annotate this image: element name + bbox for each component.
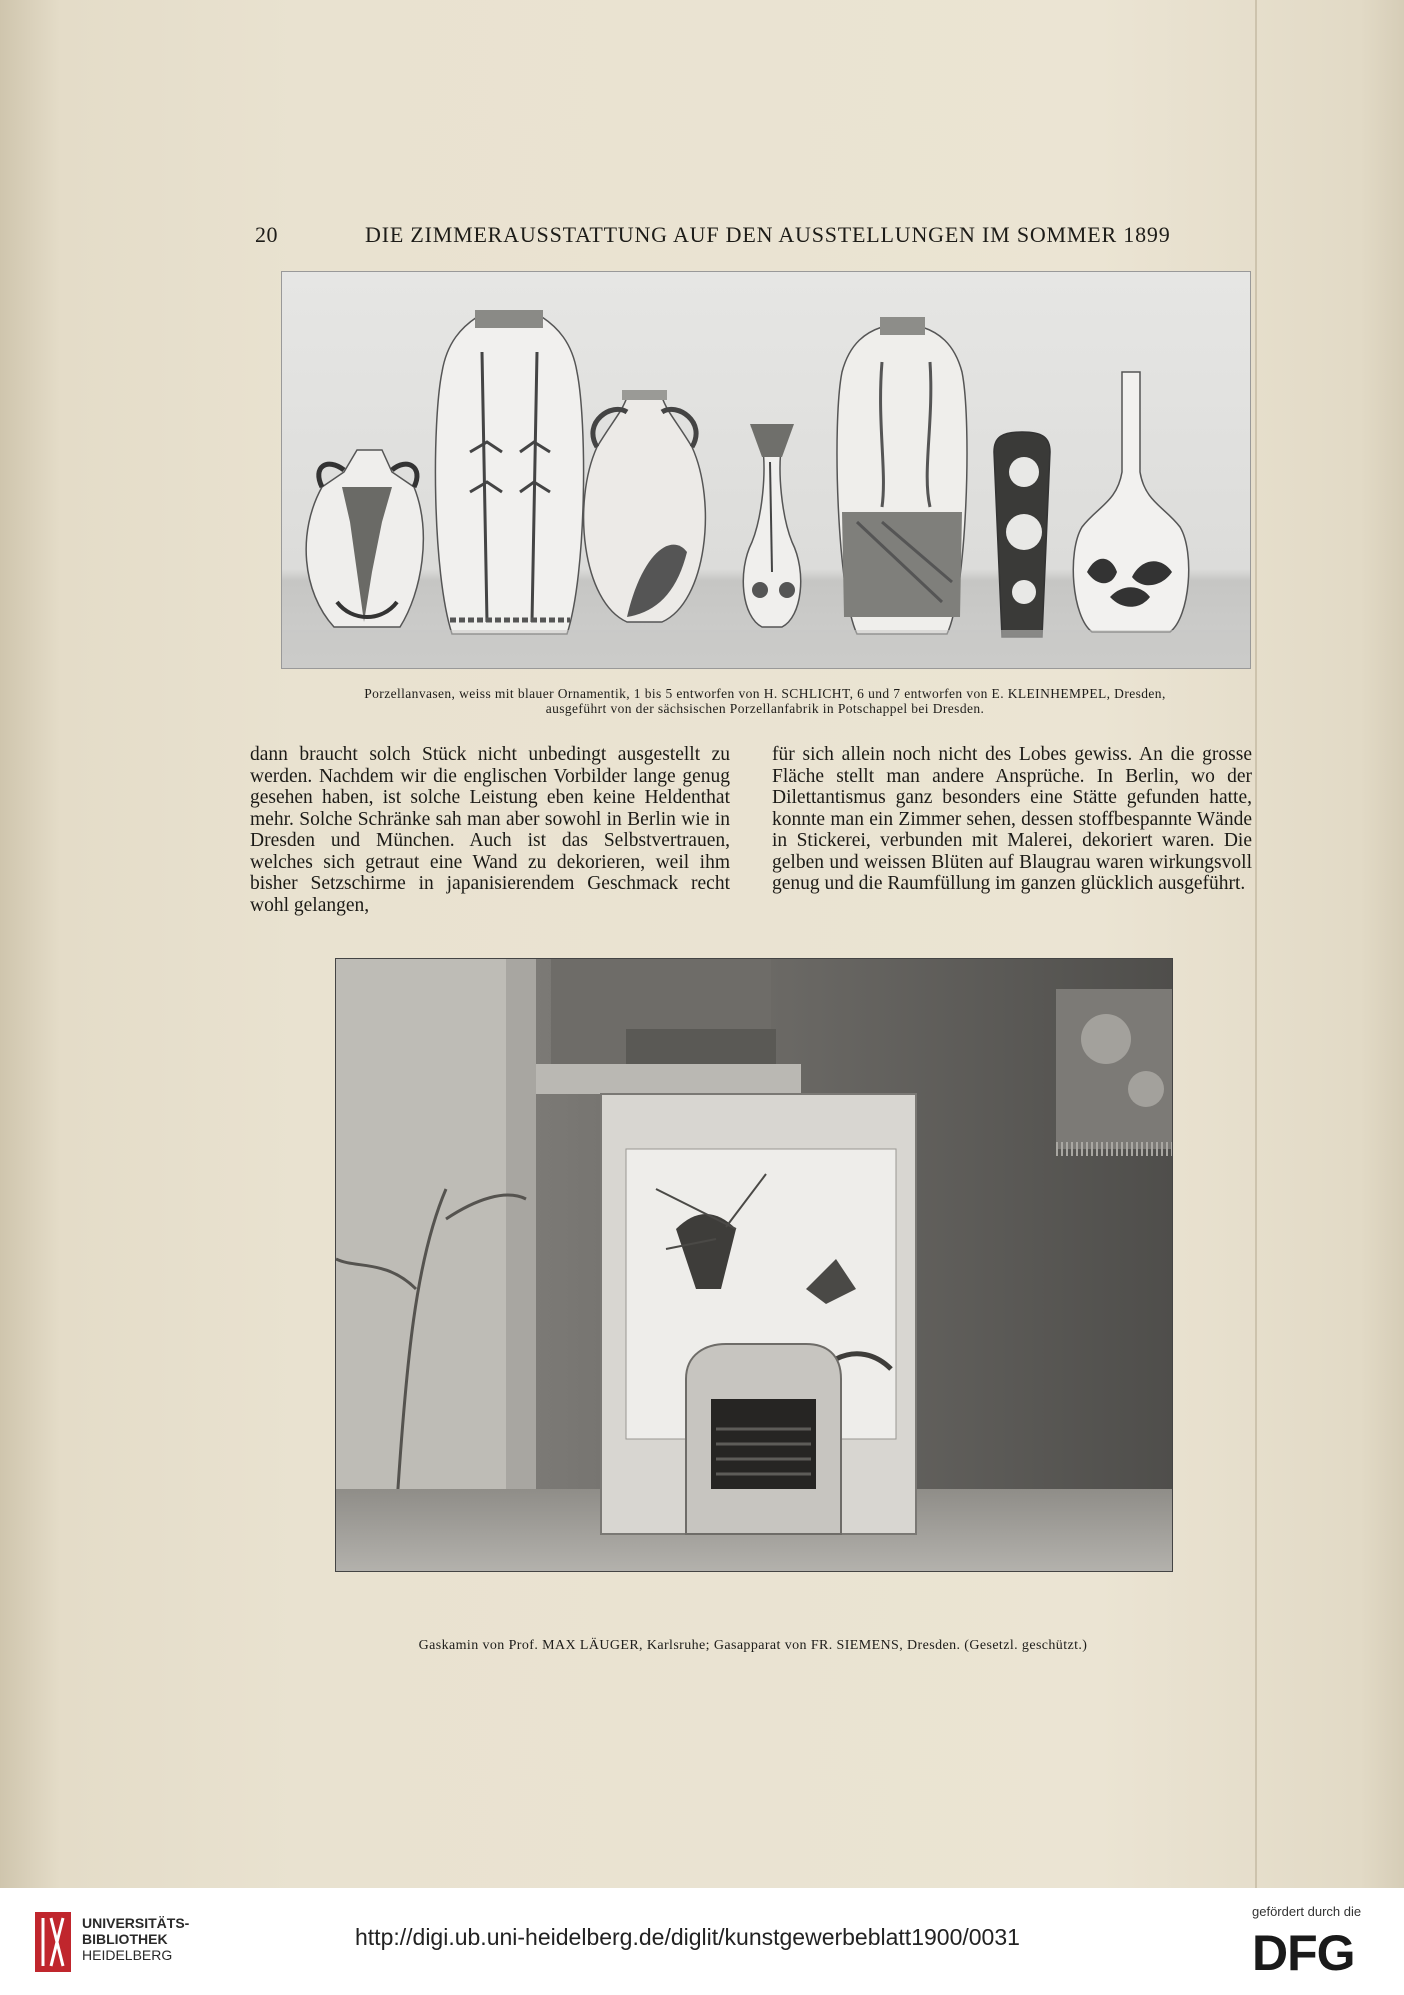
page-header [255,222,1175,252]
fireplace-image [336,959,1172,1571]
funding-label: gefördert durch die [1252,1904,1362,1919]
university-library-name [82,1915,189,1963]
library-name-line-1: UNIVERSITÄTS- [82,1915,190,1931]
page-edge [1255,0,1257,1888]
right-column-paragraph: für sich allein noch nicht des Lobes gewiss. An die grosse Fläche stellt man andere Ansprüche. In Berlin, wo der Dilettantismus ganz besonders eine Stätte gefunden hatte, konnte man ein Zimmer sehen, dessen stoffbespannte Wände in Stickerei, verbunden mit Malerei, dekoriert waren. Die gelben und weissen Blüten auf Blaugrau waren wirkungsvoll genug und die Raumfüllung im ganzen glücklich ausgeführt. [772,744,1252,894]
text-column-right [772,744,1252,895]
page-number: 20 [255,222,278,247]
library-name-line-2: BIBLIOTHEK [82,1931,168,1947]
dfg-logo: DFG [1252,1925,1355,1981]
fireplace-caption-text: Gaskamin von Prof. MAX LÄUGER, Karlsruhe; Gasapparat von FR. SIEMENS, Dresden. (Gesetzl. geschützt.) [418,1638,1088,1653]
left-column-paragraph: dann braucht solch Stück nicht unbedingt ausgestellt zu werden. Nachdem wir die englischen Vorbilder lange genug gesehen haben, ist solche Leistung eben keine Heldenthat mehr. Solche Schränke sah man aber sowohl in Berlin wie in Dresden und München. Auch ist das Selbstvertrauen, welches sich getraut eine Wand zu dekorieren, weil ihm bisher Setzschirme in japanisierendem Geschmack recht wohl gelangen, [250,744,730,916]
vases-caption-line-2: ausgeführt von der sächsischen Porzellanfabrik in Potschappel bei Dresden. [545,701,985,716]
vase-6 [994,432,1050,637]
university-library-logo-icon [33,1910,73,1974]
vases-photograph [281,271,1251,669]
running-title: DIE ZIMMERAUSSTATTUNG AUF DEN AUSSTELLUNGEN IM SOMMER 1899 [365,222,1171,247]
fireplace-caption [300,1638,1206,1653]
vases-caption-line-1: Porzellanvasen, weiss mit blauer Ornamentik, 1 bis 5 entworfen von H. SCHLICHT, 6 und 7 entworfen von E. KLEINHEMPEL, Dresden, [364,686,1166,701]
vase-5 [837,317,967,634]
vase-2 [435,310,583,634]
vases-image [282,272,1250,668]
fireplace-photograph [335,958,1173,1572]
text-column-left [250,744,730,916]
vases-caption [270,686,1260,716]
permalink-url[interactable]: http://digi.ub.uni-heidelberg.de/diglit/kunstgewerbeblatt1900/0031 [355,1924,1020,1950]
library-name-line-3: HEIDELBERG [82,1947,173,1963]
